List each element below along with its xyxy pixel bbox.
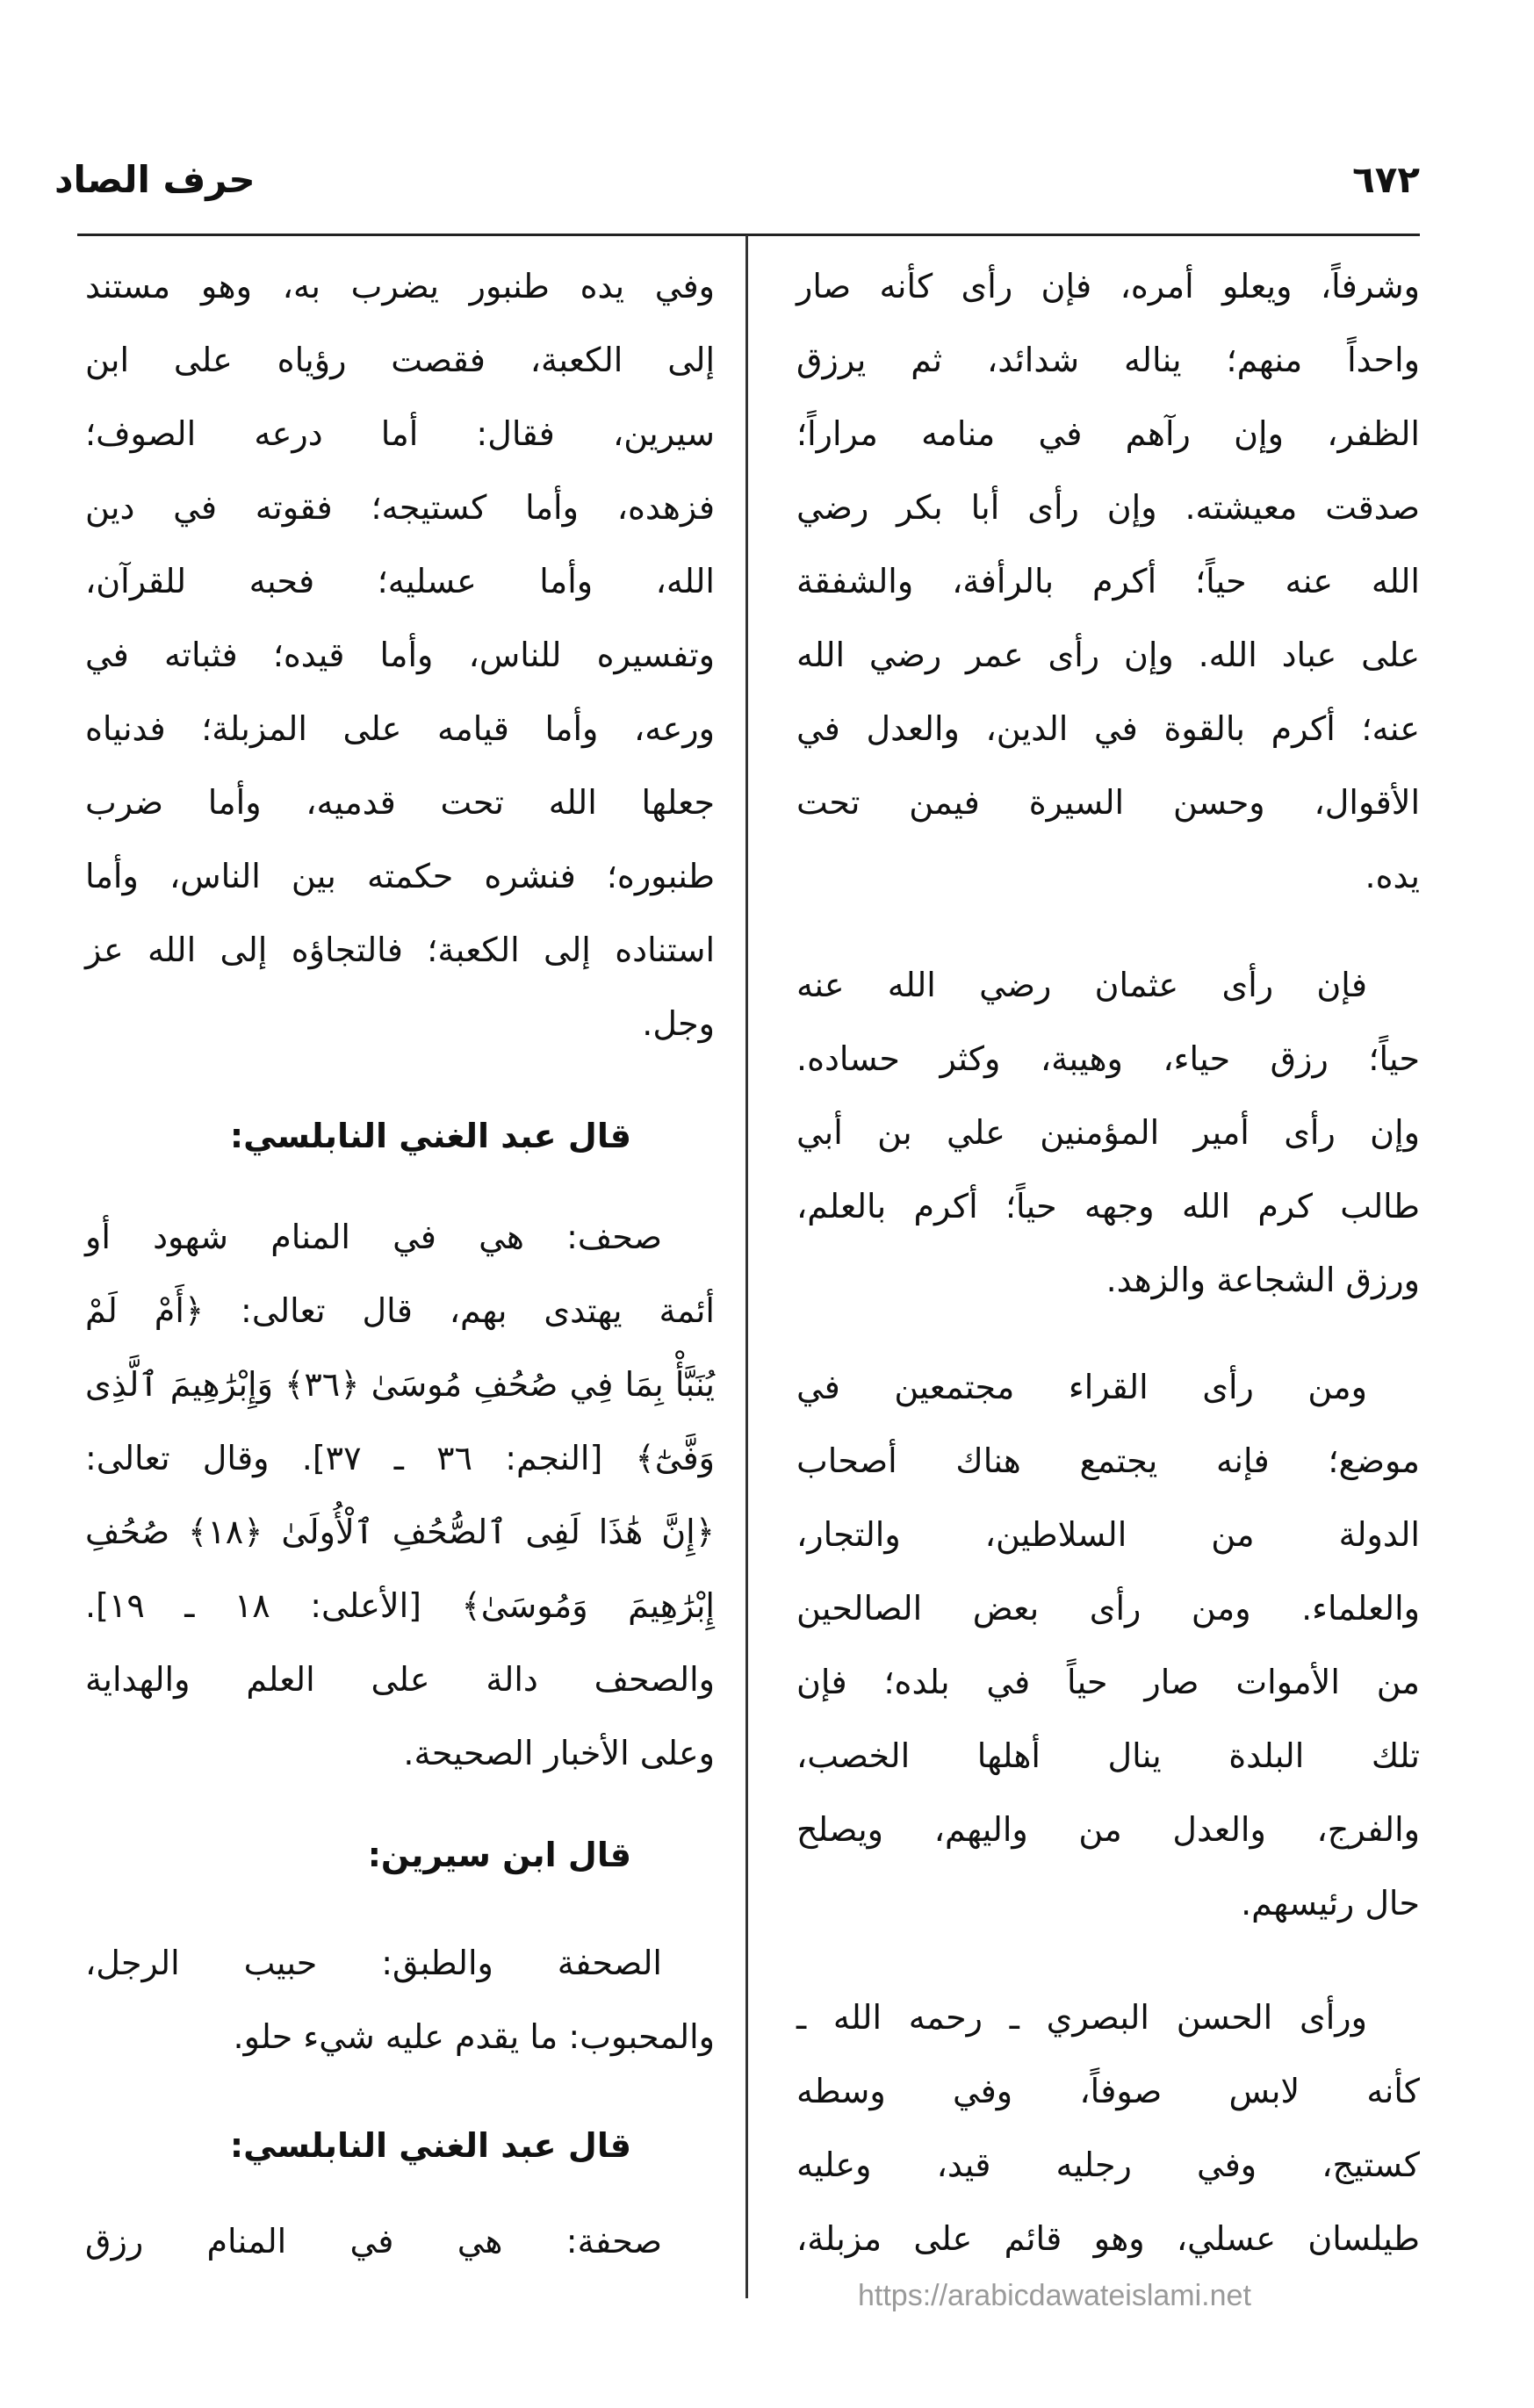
text-line: من الأموات صار حياً في بلده؛ فإن	[796, 1663, 1420, 1701]
page-number: ٦٧٢	[1352, 158, 1420, 201]
text-line: ورزق الشجاعة والزهد.	[1105, 1261, 1420, 1299]
text-line: طالب كرم الله وجهه حياً؛ أكرم بالعلم،	[796, 1187, 1420, 1226]
text-line: والفرج، والعدل من واليهم، ويصلح	[796, 1810, 1420, 1849]
text-line: الله عنه حياً؛ أكرم بالرأفة، والشفقة	[796, 562, 1420, 600]
column-divider	[745, 235, 748, 2298]
text-line: إلى الكعبة، فقصت رؤياه على ابن	[85, 341, 715, 379]
text-line: يده.	[1365, 857, 1420, 895]
text-line: صحفة: هي في المنام رزق	[85, 2222, 662, 2261]
text-line: والعلماء. ومن رأى بعض الصالحين	[796, 1589, 1420, 1628]
paragraph	[85, 249, 715, 1060]
watermark-url: https://arabicdawateislami.net	[858, 2279, 1251, 2312]
text-line: واحداً منهم؛ يناله شدائد، ثم يرزق	[796, 341, 1420, 379]
text-line: موضع؛ فإنه يجتمع هناك أصحاب	[796, 1441, 1420, 1480]
text-line: يُنَبَّأْ بِمَا فِي صُحُفِ مُوسَىٰ ﴿٣٦﴾ وَإِبْرَٰهِيمَ ٱلَّذِى	[85, 1365, 715, 1404]
text-line: الصحفة والطبق: حبيب الرجل،	[85, 1944, 662, 1982]
text-line: سيرين، فقال: أما درعه الصوف؛	[85, 414, 715, 453]
text-line: الأقوال، وحسن السيرة فيمن تحت	[796, 783, 1420, 822]
section-heading: قال عبد الغني النابلسي:	[229, 1117, 631, 1155]
text-line: إِبْرَٰهِيمَ وَمُوسَىٰ﴾ [الأعلى: ١٨ ـ ١٩].	[85, 1586, 715, 1625]
text-line: الظفر، وإن رآهم في منامه مراراً؛	[796, 414, 1420, 453]
text-line: ومن رأى القراء مجتمعين في	[796, 1368, 1367, 1406]
text-line: صحف: هي في المنام شهود أو	[85, 1218, 662, 1256]
text-line: وإن رأى أمير المؤمنين علي بن أبي	[796, 1113, 1420, 1152]
paragraph	[796, 1980, 1420, 2275]
text-line: ورأى الحسن البصري ـ رحمه الله ـ	[796, 1998, 1367, 2037]
text-line: وشرفاً، ويعلو أمره، فإن رأى كأنه صار	[796, 267, 1420, 305]
text-line: كستيج، وفي رجليه قيد، وعليه	[796, 2146, 1420, 2184]
paragraph	[796, 249, 1420, 913]
running-title: حرف الصاد	[54, 158, 256, 201]
text-line: فإن رأى عثمان رضي الله عنه	[796, 966, 1367, 1004]
text-line: وَفَّىٰٓ﴾ [النجم: ٣٦ ـ ٣٧]. وقال تعالى:	[85, 1439, 716, 1477]
paragraph	[796, 948, 1420, 1317]
text-line: طيلسان عسلي، وهو قائم على مزبلة،	[796, 2219, 1420, 2258]
text-line: أئمة يهتدى بهم، قال تعالى: ﴿أَمْ لَمْ	[85, 1291, 715, 1330]
text-line: صدقت معيشته. وإن رأى أبا بكر رضي	[796, 488, 1420, 527]
text-line: وعلى الأخبار الصحيحة.	[403, 1734, 715, 1772]
text-line: على عباد الله. وإن رأى عمر رضي الله	[796, 636, 1420, 674]
header-rule	[77, 234, 1420, 236]
text-line: وتفسيره للناس، وأما قيده؛ فثباته في	[85, 636, 715, 674]
text-line: الدولة من السلاطين، والتجار،	[796, 1515, 1420, 1554]
paragraph	[796, 1350, 1420, 1940]
text-line: عنه؛ أكرم بالقوة في الدين، والعدل في	[796, 709, 1420, 748]
text-line: تلك البلدة ينال أهلها الخصب،	[796, 1736, 1420, 1775]
text-line: كأنه لابس صوفاً، وفي وسطه	[796, 2072, 1420, 2110]
text-line: طنبوره؛ فنشره حكمته بين الناس، وأما	[85, 857, 715, 895]
text-line: وفي يده طنبور يضرب به، وهو مستند	[85, 267, 715, 305]
paragraph	[85, 1200, 715, 1790]
text-line: والصحف دالة على العلم والهداية	[85, 1660, 715, 1699]
text-line: وجل.	[642, 1004, 715, 1043]
text-line: ورعه، وأما قيامه على المزبلة؛ فدنياه	[85, 709, 715, 748]
section-heading: قال عبد الغني النابلسي:	[229, 2126, 631, 2165]
text-line: الله، وأما عسليه؛ فحبه للقرآن،	[85, 562, 715, 600]
text-line: استناده إلى الكعبة؛ فالتجاؤه إلى الله عز	[85, 931, 715, 969]
paragraph	[85, 2204, 715, 2278]
paragraph	[85, 1926, 715, 2074]
section-heading: قال ابن سيرين:	[367, 1836, 631, 1874]
text-line: ﴿إِنَّ هَٰذَا لَفِى ٱلصُّحُفِ ٱلْأُولَىٰ ﴿١٨﴾ صُحُفِ	[85, 1513, 715, 1551]
text-line: حياً؛ رزق حياء، وهيبة، وكثر حساده.	[796, 1039, 1420, 1078]
text-line: جعلها الله تحت قدميه، وأما ضرب	[85, 783, 715, 822]
text-line: فزهده، وأما كستيجه؛ فقوته في دين	[85, 488, 715, 527]
text-line: حال رئيسهم.	[1241, 1884, 1420, 1923]
text-line: والمحبوب: ما يقدم عليه شيء حلو.	[233, 2017, 715, 2056]
